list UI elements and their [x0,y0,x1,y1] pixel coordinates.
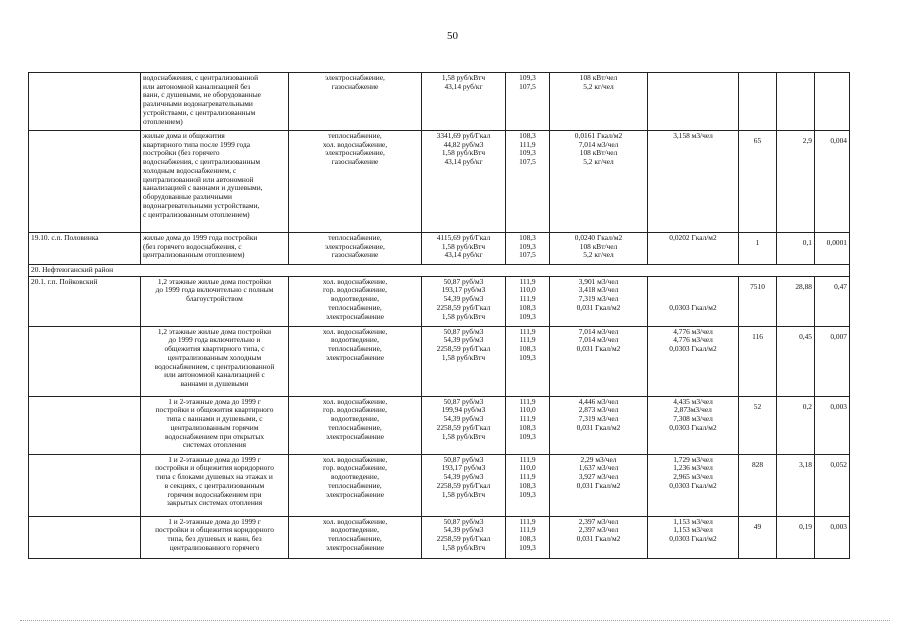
consumption-alt [648,516,739,558]
value-col-3: 0,0001 [815,233,850,265]
tariff-line: 1,58 руб/кВтч [441,431,486,441]
value-col-3: 0,003 [815,396,850,454]
table-row [29,73,850,131]
tariff-line: 193,17 руб/м3 [441,463,486,473]
norm-line: 0,0161 Гкал/м2 [574,131,623,140]
norm-line: 7,319 м3/чел [578,294,619,304]
tariff-line: 43,14 руб/кг [444,250,483,260]
index-line: 109,3 [519,352,536,362]
description-line: системах отопления [182,440,247,450]
service-line: хол. водоснабжение, [322,396,388,406]
norm-line: 108 кВт/чел [579,241,618,251]
tariff-line: 50,87 руб/м3 [443,516,484,526]
tariff-line: 3341,69 руб/Гкал [436,131,491,140]
description-line: канализацией с ваннами и душевыми, [143,183,263,193]
index-line: 111,9 [519,525,536,535]
service-line: электроснабжение [326,489,384,499]
area-name [29,131,141,233]
tariff-line: 1,58 руб/кВтч [441,148,486,158]
description-line: жилые дома до 1999 года постройки [143,233,258,242]
norm-line: 2,397 м3/чел [578,516,619,526]
consumption-alt [648,326,739,396]
service-line: газоснабжение [331,81,379,91]
tariff-line: 50,87 руб/м3 [443,454,484,464]
norm-line: 1,637 м3/чел [578,463,619,473]
service-line: электроснабжение, [325,241,385,251]
value-col-3: 0,052 [815,454,850,516]
section-row [29,265,850,277]
index-line: 108,3 [519,233,536,242]
consumption-norm [550,396,648,454]
norm-line: 0,031 Гкал/м2 [576,480,621,490]
alt-norm-line: 0,0303 Гкал/м2 [669,534,717,544]
description-line: до 1999 года включительно и [168,335,261,345]
tariff-line: 193,17 руб/м3 [441,285,486,295]
index-line: 111,9 [519,454,536,464]
service-line: водоотведение, [331,414,379,424]
index-line: 109,3 [519,431,536,441]
tariff-line: 4115,69 руб/Гкал [436,233,491,242]
indices [506,73,550,131]
tariff-table [28,72,850,559]
tariff-line: 50,87 руб/м3 [443,276,484,286]
index-line: 109,3 [519,542,536,552]
description-line: ваннами и душевыми [180,379,249,389]
service-line: электроснабжение, [325,73,385,82]
population-count: 7510 [739,276,777,326]
table-row [29,233,850,265]
index-line: 108,3 [519,302,536,312]
index-line: 109,3 [519,241,536,251]
area-name [29,454,141,516]
description-line: 1 и 2-этажные дома до 1999 г [168,516,261,526]
service-line: электроснабжение [326,311,384,321]
tariff-line: 1,58 руб/кВтч [441,542,486,552]
tariff-line: 43,14 руб/кг [444,81,483,91]
description-line: водоснабжения, с централизованной [143,73,259,82]
area-name: 20.1. г.п. Пойковский [29,276,141,326]
value-col-2: 2,9 [777,131,815,233]
housing-description [141,233,289,265]
norm-line: 108 кВт/чел [579,73,618,82]
description-line: 1 и 2-этажные дома до 1999 г [168,396,261,406]
description-line: 1,2 этажные жилые дома постройки [157,276,272,286]
page-number: 50 [447,30,458,42]
area-name [29,396,141,454]
consumption-alt [648,73,739,131]
value-col-2: 0,45 [777,326,815,396]
alt-norm-line: 1,236 м3/чел [673,463,713,473]
tariff-line: 54,39 руб/м3 [443,472,484,482]
description-line: до 1999 года включительно с полным [155,285,274,295]
description-line: централизованного горячего [169,542,260,552]
population-count: 49 [739,516,777,558]
tariffs [422,233,506,265]
table-row [29,454,850,516]
value-col-3 [815,73,850,131]
tariff-line: 2258,59 руб/Гкал [436,302,491,312]
tariff-line: 43,14 руб/кг [444,157,483,167]
consumption-alt [648,131,739,233]
norm-line: 0,031 Гкал/м2 [576,422,621,432]
value-col-3: 0,003 [815,516,850,558]
index-line: 111,9 [519,414,536,424]
description-line: ванн, с душевыми, не оборудованные [143,90,261,100]
service-line: водоотведение, [331,525,379,535]
indices [506,516,550,558]
service-line: водоотведение, [331,472,379,482]
consumption-norm [550,73,648,131]
description-line: водоснабжением при открытых [164,431,265,441]
indices [506,326,550,396]
index-line: 111,9 [519,516,536,526]
alt-norm-line: 4,776 м3/чел [673,335,713,345]
tariff-line: 54,39 руб/м3 [443,414,484,424]
housing-description [141,516,289,558]
consumption-alt [648,276,739,326]
value-col-2: 0,19 [777,516,815,558]
description-line: 1 и 2-этажные дома до 1999 г [168,454,261,464]
alt-norm-line: 0,0303 Гкал/м2 [669,344,717,354]
index-line: 108,3 [519,534,536,544]
norm-line: 3,901 м3/чел [578,276,619,286]
consumption-norm [550,233,648,265]
service-line: хол. водоснабжение, [322,454,388,464]
alt-norm-line: 2,873м3/чел [674,405,712,415]
index-line: 111,9 [519,326,536,336]
description-line: квартирного типа после 1999 года [143,139,250,149]
population-count: 52 [739,396,777,454]
tariff-line: 1,58 руб/кВтч [441,489,486,499]
description-line: или автономной канализацией с [164,370,265,380]
index-line: 110,0 [519,405,536,415]
description-line: водонагревательными устройствами, [143,200,260,210]
description-line: (без горячего водоснабжения, с [143,241,242,251]
index-line: 111,9 [519,396,536,406]
service-line: газоснабжение [331,157,379,167]
utility-services [289,233,422,265]
description-line: общежития квартирного типа, с [164,344,265,354]
service-line: хол. водоснабжение, [322,326,388,336]
value-col-2 [777,73,815,131]
housing-description [141,326,289,396]
tariff-line: 1,58 руб/кВтч [441,352,486,362]
population-count: 828 [739,454,777,516]
consumption-norm [550,276,648,326]
table-row [29,326,850,396]
description-line: с централизованным отоплением) [143,209,250,219]
description-line: 1,2 этажные жилые дома постройки [157,326,272,336]
description-line: централизованным отоплением) [143,250,245,260]
alt-norm-line: 7,308 м3/чел [673,414,713,424]
norm-line: 7,319 м3/чел [578,414,619,424]
consumption-norm [550,326,648,396]
table-row [29,276,850,326]
description-line: водоснабжением, с централизованной [154,361,275,371]
norm-line: 2,29 м3/чел [580,454,617,464]
alt-norm-line: 0,0303 Гкал/м2 [669,480,717,490]
tariff-line: 2258,59 руб/Гкал [436,480,491,490]
tariff-line: 2258,59 руб/Гкал [436,534,491,544]
alt-norm-line: 0,0303 Гкал/м2 [669,422,717,432]
tariffs [422,73,506,131]
area-name [29,73,141,131]
tariffs [422,326,506,396]
description-line: централизованным горячим [170,422,259,432]
description-line: закрытых системах отопления [166,498,263,508]
area-name [29,326,141,396]
service-line: теплоснабжение, [328,480,382,490]
utility-services [289,73,422,131]
alt-norm-line: 4,776 м3/чел [673,326,713,336]
population-count: 1 [739,233,777,265]
utility-services [289,131,422,233]
housing-description [141,131,289,233]
index-line: 111,9 [519,335,536,345]
table-body [29,73,850,559]
population-count: 116 [739,326,777,396]
service-line: хол. водоснабжение, [322,276,388,286]
alt-norm-line: 1,153 м3/чел [673,516,713,526]
tariff-line: 54,39 руб/м3 [443,294,484,304]
index-line: 107,5 [519,250,536,260]
service-line: хол. водоснабжение, [322,139,388,149]
index-line: 107,5 [519,157,536,167]
service-line: теплоснабжение, [328,422,382,432]
area-name: 19.10. с.п. Половинка [29,233,141,265]
description-line: оборудованные различными [143,192,232,202]
norm-line: 5,2 кг/чел [583,157,614,167]
page-bottom-edge [20,620,890,621]
service-line: электроснабжение [326,431,384,441]
indices [506,233,550,265]
consumption-norm [550,516,648,558]
alt-norm-line: 3,158 м3/чел [673,131,713,140]
utility-services [289,326,422,396]
description-line: в секциях, с централизованным [164,480,265,490]
norm-line: 3,418 м3/чел [578,285,619,295]
norm-line: 3,927 м3/чел [578,472,619,482]
description-line: горячим водоснабжением при [167,489,262,499]
alt-norm-line: 2,965 м3/чел [673,472,713,482]
service-line: гор. водоснабжение, [323,405,387,415]
service-line: теплоснабжение, [328,233,382,242]
alt-norm-line: 0,0303 Гкал/м2 [669,302,717,312]
index-line: 108,3 [519,344,536,354]
index-line: 111,9 [519,139,536,149]
index-line: 107,5 [519,81,536,91]
tariff-line: 1,58 руб/кВтч [441,241,486,251]
housing-description [141,396,289,454]
tariff-line: 1,58 руб/кВтч [441,311,486,321]
table-row [29,516,850,558]
description-line: постройки и общежития коридорного [155,463,274,473]
indices [506,131,550,233]
description-line: централизованной или автономной [143,174,254,184]
consumption-alt [648,454,739,516]
service-line: электроснабжение [326,542,384,552]
tariff-line: 50,87 руб/м3 [443,326,484,336]
index-line: 108,3 [519,131,536,140]
norm-line: 108 кВт/чел [579,148,618,158]
value-col-3: 0,004 [815,131,850,233]
service-line: электроснабжение [326,352,384,362]
description-line: типа с блоками душевых на этажах и [156,472,273,482]
norm-line: 2,397 м3/чел [578,525,619,535]
description-line: централизованным холодным [167,352,262,362]
consumption-norm [550,454,648,516]
norm-line: 0,0240 Гкал/м2 [574,233,623,242]
index-line: 108,3 [519,480,536,490]
index-line: 110,0 [519,463,536,473]
description-line: типа, без душевых и ванн, без [167,534,262,544]
description-line: отоплением) [143,116,183,126]
tariff-line: 44,82 руб/м3 [443,139,484,149]
index-line: 109,3 [519,489,536,499]
population-count [739,73,777,131]
norm-line: 4,446 м3/чел [578,396,619,406]
service-line: гор. водоснабжение, [323,285,387,295]
tariff-line: 2258,59 руб/Гкал [436,344,491,354]
service-line: теплоснабжение, [328,534,382,544]
value-col-2: 28,88 [777,276,815,326]
norm-line: 0,031 Гкал/м2 [576,344,621,354]
norm-line: 5,2 кг/чел [583,250,614,260]
service-line: теплоснабжение, [328,131,382,140]
tariffs [422,454,506,516]
value-col-3: 0,007 [815,326,850,396]
index-line: 111,9 [519,276,536,286]
table-row [29,396,850,454]
value-col-2: 0,2 [777,396,815,454]
table-row [29,131,850,233]
description-line: устройствами, с централизованным [143,107,256,117]
utility-services [289,454,422,516]
index-line: 111,9 [519,472,536,482]
norm-line: 7,014 м3/чел [578,326,619,336]
housing-description [141,454,289,516]
norm-line: 7,014 м3/чел [578,139,619,149]
indices [506,396,550,454]
housing-description [141,73,289,131]
description-line: холодным водоснабжением, с [143,165,237,175]
value-col-3: 0,47 [815,276,850,326]
alt-norm-line: 1,153 м3/чел [673,525,713,535]
description-line: благоустройством [186,294,243,304]
index-line: 109,3 [519,311,536,321]
service-line: водоотведение, [331,335,379,345]
utility-services [289,396,422,454]
alt-norm-line: 1,729 м3/чел [673,454,713,464]
tariffs [422,131,506,233]
description-line: постройки и общежития квартирного [155,405,274,415]
description-line: постройки и общежития коридорного [155,525,274,535]
tariff-line: 50,87 руб/м3 [443,396,484,406]
tariffs [422,276,506,326]
area-name [29,516,141,558]
service-line: электроснабжение, [325,148,385,158]
tariff-line: 54,39 руб/м3 [443,335,484,345]
norm-line: 7,014 м3/чел [578,335,619,345]
value-col-2: 3,18 [777,454,815,516]
tariff-line: 2258,59 руб/Гкал [436,422,491,432]
indices [506,454,550,516]
norm-line: 2,873 м3/чел [578,405,619,415]
norm-line: 0,031 Гкал/м2 [576,302,621,312]
description-line: жилые дома и общежития [143,131,225,140]
alt-norm-line: 0,0202 Гкал/м2 [669,233,717,242]
index-line: 109,3 [519,148,536,158]
housing-description [141,276,289,326]
tariffs [422,396,506,454]
description-line: или автономной канализацией без [143,81,251,91]
service-line: водоотведение, [331,294,379,304]
value-col-2: 0,1 [777,233,815,265]
utility-services [289,516,422,558]
norm-line: 5,2 кг/чел [583,81,614,91]
norm-line: 0,031 Гкал/м2 [576,534,621,544]
index-line: 111,9 [519,294,536,304]
utility-services [289,276,422,326]
section-label: 20. Нефтеюганский район [29,265,850,277]
service-line: гор. водоснабжение, [323,463,387,473]
tariff-line: 1,58 руб/кВтч [441,73,486,82]
tariff-line: 199,94 руб/м3 [441,405,486,415]
index-line: 108,3 [519,422,536,432]
indices [506,276,550,326]
service-line: теплоснабжение, [328,344,382,354]
consumption-norm [550,131,648,233]
index-line: 110,0 [519,285,536,295]
description-line: постройки (без горячего [143,148,220,158]
description-line: водоснабжения, с централизованным [143,157,261,167]
consumption-alt [648,396,739,454]
description-line: типа с ваннами и душевыми, с [166,414,263,424]
service-line: хол. водоснабжение, [322,516,388,526]
tariff-line: 54,39 руб/м3 [443,525,484,535]
index-line: 109,3 [519,73,536,82]
service-line: теплоснабжение, [328,302,382,312]
consumption-alt [648,233,739,265]
population-count: 65 [739,131,777,233]
alt-norm-line: 4,435 м3/чел [673,396,713,406]
tariffs [422,516,506,558]
description-line: различными водонагревательными [143,99,253,109]
service-line: газоснабжение [331,250,379,260]
